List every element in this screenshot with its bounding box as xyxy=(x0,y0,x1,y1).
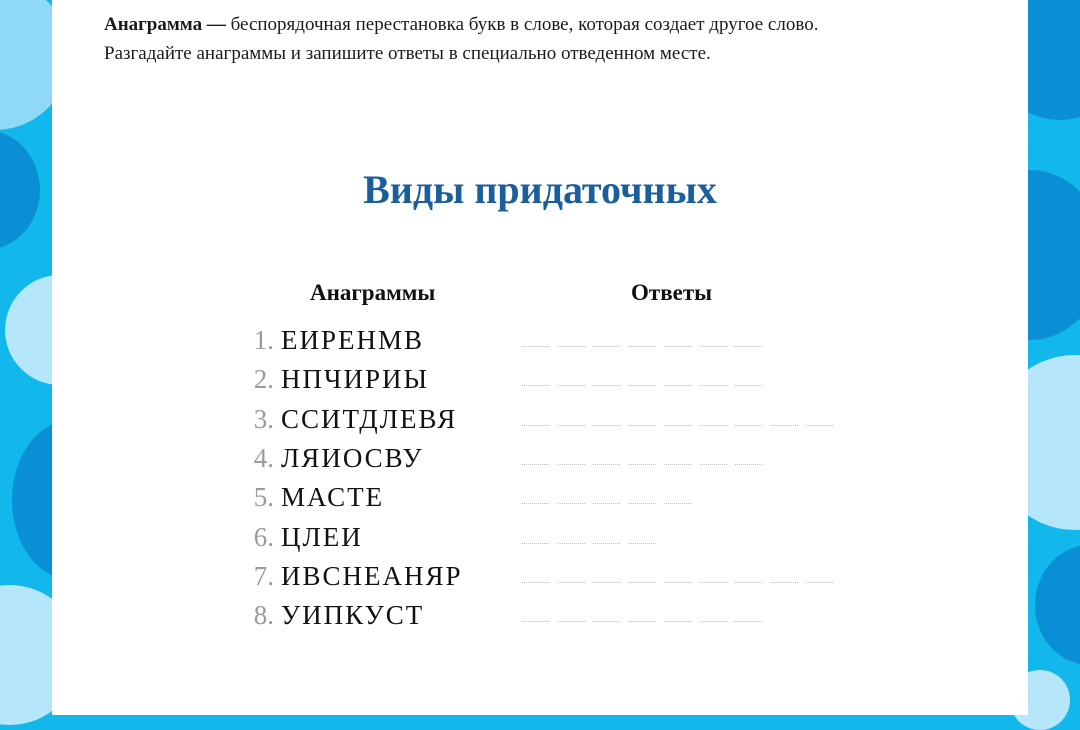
page-title: Виды придаточных xyxy=(363,167,717,212)
anagram-number: 7. xyxy=(253,560,274,591)
anagram-number: 8. xyxy=(253,600,274,631)
answer-letter-blank[interactable] xyxy=(522,503,549,504)
column-header-anagrams: Анаграммы xyxy=(310,280,436,305)
intro-line-1 xyxy=(104,10,984,39)
answer-letter-blank[interactable] xyxy=(771,582,798,583)
anagram-number: 1. xyxy=(253,325,274,355)
answer-letter-blank[interactable] xyxy=(558,621,585,622)
answer-letter-blank[interactable] xyxy=(558,503,585,504)
answer-letter-blank[interactable] xyxy=(522,464,549,465)
answer-letter-blank[interactable] xyxy=(700,346,727,347)
answer-letter-blank[interactable] xyxy=(629,385,656,386)
anagram-number: 6. xyxy=(253,521,274,552)
answer-letter-blank[interactable] xyxy=(806,425,833,426)
intro-definition: беспорядочная перестановка букв в слове, которая создает другое слово. xyxy=(225,14,819,35)
answer-letter-blank[interactable] xyxy=(522,543,549,544)
intro-line-2: Разгадайте анаграммы и запишите ответы в специально отведенном месте. xyxy=(104,43,711,64)
answer-letter-blank[interactable] xyxy=(771,425,798,426)
anagram-word: ЦЛЕИ xyxy=(281,521,363,552)
intro-term: Анаграмма — xyxy=(104,14,226,35)
answer-letter-blank[interactable] xyxy=(558,425,585,426)
answer-letter-blank[interactable] xyxy=(629,543,656,544)
answer-letter-blank[interactable] xyxy=(558,464,585,465)
answer-letter-blank[interactable] xyxy=(558,543,585,544)
anagram-word: ЛЯИОСВУ xyxy=(281,442,424,473)
answer-letter-blank[interactable] xyxy=(664,582,691,583)
answer-letter-blank[interactable] xyxy=(664,503,691,504)
answer-letter-blank[interactable] xyxy=(664,346,691,347)
column-header-answers: Ответы xyxy=(631,280,713,305)
answer-letter-blank[interactable] xyxy=(735,582,762,583)
answer-letter-blank[interactable] xyxy=(629,503,656,504)
worksheet-page xyxy=(52,0,1028,715)
background-circle xyxy=(1035,545,1080,665)
anagram-word: ЕИРЕНМВ xyxy=(281,325,425,355)
answer-letter-blank[interactable] xyxy=(522,425,549,426)
answer-letter-blank[interactable] xyxy=(593,346,620,347)
answer-letter-blank[interactable] xyxy=(700,425,727,426)
answer-letter-blank[interactable] xyxy=(522,582,549,583)
answer-letter-blank[interactable] xyxy=(735,385,762,386)
answer-letter-blank[interactable] xyxy=(593,621,620,622)
answer-letter-blank[interactable] xyxy=(629,621,656,622)
answer-letter-blank[interactable] xyxy=(664,425,691,426)
answer-letter-blank[interactable] xyxy=(558,582,585,583)
answer-letter-blank[interactable] xyxy=(593,543,620,544)
answer-letter-blank[interactable] xyxy=(700,621,727,622)
answer-letter-blank[interactable] xyxy=(806,582,833,583)
anagram-number: 3. xyxy=(253,403,274,434)
answer-letter-blank[interactable] xyxy=(664,385,691,386)
anagram-number: 2. xyxy=(253,364,274,395)
answer-letter-blank[interactable] xyxy=(735,464,762,465)
answer-letter-blank[interactable] xyxy=(700,464,727,465)
anagram-word: ССИТДЛЕВЯ xyxy=(281,403,458,434)
anagram-word: ИВСНЕАНЯР xyxy=(281,560,463,591)
answer-letter-blank[interactable] xyxy=(522,621,549,622)
anagram-number: 5. xyxy=(253,482,274,513)
anagram-word: УИПКУСТ xyxy=(281,600,425,631)
answer-letter-blank[interactable] xyxy=(735,346,762,347)
answer-letter-blank[interactable] xyxy=(735,621,762,622)
answer-letter-blank[interactable] xyxy=(593,425,620,426)
answer-letter-blank[interactable] xyxy=(735,425,762,426)
answer-letter-blank[interactable] xyxy=(522,346,549,347)
answer-letter-blank[interactable] xyxy=(558,346,585,347)
answer-letter-blank[interactable] xyxy=(664,464,691,465)
anagram-word: МАСТЕ xyxy=(281,482,385,513)
answer-letter-blank[interactable] xyxy=(593,503,620,504)
answer-letter-blank[interactable] xyxy=(593,582,620,583)
answer-letter-blank[interactable] xyxy=(593,385,620,386)
anagram-word: НПЧИРИЫ xyxy=(281,364,430,395)
answer-letter-blank[interactable] xyxy=(593,464,620,465)
answer-letter-blank[interactable] xyxy=(558,385,585,386)
background-circle xyxy=(0,130,40,250)
answer-letter-blank[interactable] xyxy=(522,385,549,386)
intro-text xyxy=(104,10,984,68)
answer-letter-blank[interactable] xyxy=(629,464,656,465)
answer-letter-blank[interactable] xyxy=(629,425,656,426)
answer-letter-blank[interactable] xyxy=(700,385,727,386)
answer-letter-blank[interactable] xyxy=(664,621,691,622)
answer-letter-blank[interactable] xyxy=(629,582,656,583)
answer-letter-blank[interactable] xyxy=(629,346,656,347)
anagram-number: 4. xyxy=(253,442,274,473)
answer-letter-blank[interactable] xyxy=(700,582,727,583)
